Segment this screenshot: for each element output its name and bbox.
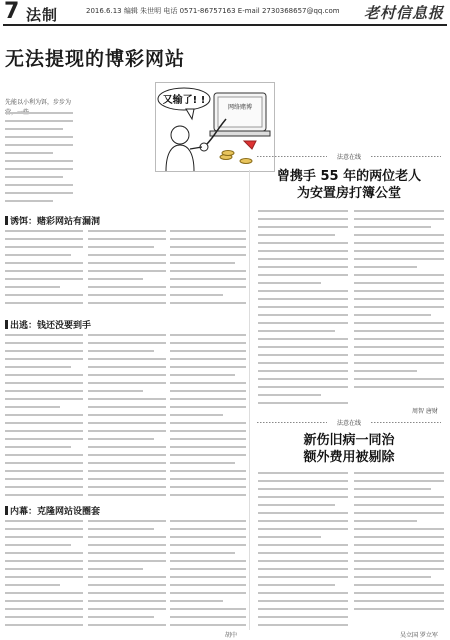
subhead-3	[5, 504, 100, 517]
editor: 编辑 朱世明	[123, 7, 162, 15]
page-header	[0, 0, 450, 26]
intro-paragraph	[5, 98, 73, 108]
right1-col-a	[258, 210, 348, 410]
subhead-2	[5, 318, 91, 331]
main-headline: 无法提现的博彩网站	[5, 48, 186, 70]
date: 2016.6.13	[86, 7, 122, 15]
masthead: 老村信息报	[363, 4, 444, 22]
body-col-3c	[170, 520, 246, 632]
right2-col-b	[354, 472, 444, 616]
body-col-3a	[5, 520, 83, 632]
header-rule	[3, 24, 447, 26]
sign-text: 网络赌博	[227, 104, 253, 111]
body-col-1c	[170, 230, 246, 310]
header-meta	[86, 6, 340, 16]
right1-col-b	[354, 210, 444, 394]
subhead-1	[5, 214, 100, 227]
body-col-2b	[88, 334, 166, 502]
body-col-1a	[5, 230, 83, 310]
email: E-mail 2730368657@qq.com	[237, 7, 340, 15]
author-1: 周智 唐财	[412, 408, 438, 415]
body-col-1b	[88, 230, 166, 310]
author-2: 吴立国 罗立军	[400, 632, 438, 639]
box-tag-2: 法意在线	[253, 418, 445, 428]
footer-note: 胡中	[225, 632, 238, 639]
right2-col-a	[258, 472, 348, 632]
body-col-2a	[5, 334, 83, 502]
box-tag-1: 法意在线	[253, 152, 445, 162]
intro-body	[5, 112, 73, 208]
section-title: 法制	[26, 6, 59, 24]
phone: 电话 0571-86757163	[163, 7, 236, 15]
right-headline-1: 曾携手 55 年的两位老人 为安置房打簿公堂	[276, 169, 422, 201]
right-headline-2: 新伤旧病一同治 额外费用被剔除	[303, 433, 395, 465]
body-col-2c	[170, 334, 246, 502]
intro-text: 先能以小利为饵，步步为	[5, 99, 72, 106]
body-col-3b	[88, 520, 166, 632]
page-number: 7	[4, 0, 20, 24]
column-divider	[249, 170, 250, 630]
subhead-2-text: 出逃：钱还没要到手	[10, 321, 92, 331]
speech-text: 又输了! !	[162, 95, 206, 106]
subhead-3-text: 内幕：克隆网站设圈套	[10, 507, 101, 517]
subhead-1-text: 诱饵：赌彩网站有漏洞	[10, 217, 101, 227]
